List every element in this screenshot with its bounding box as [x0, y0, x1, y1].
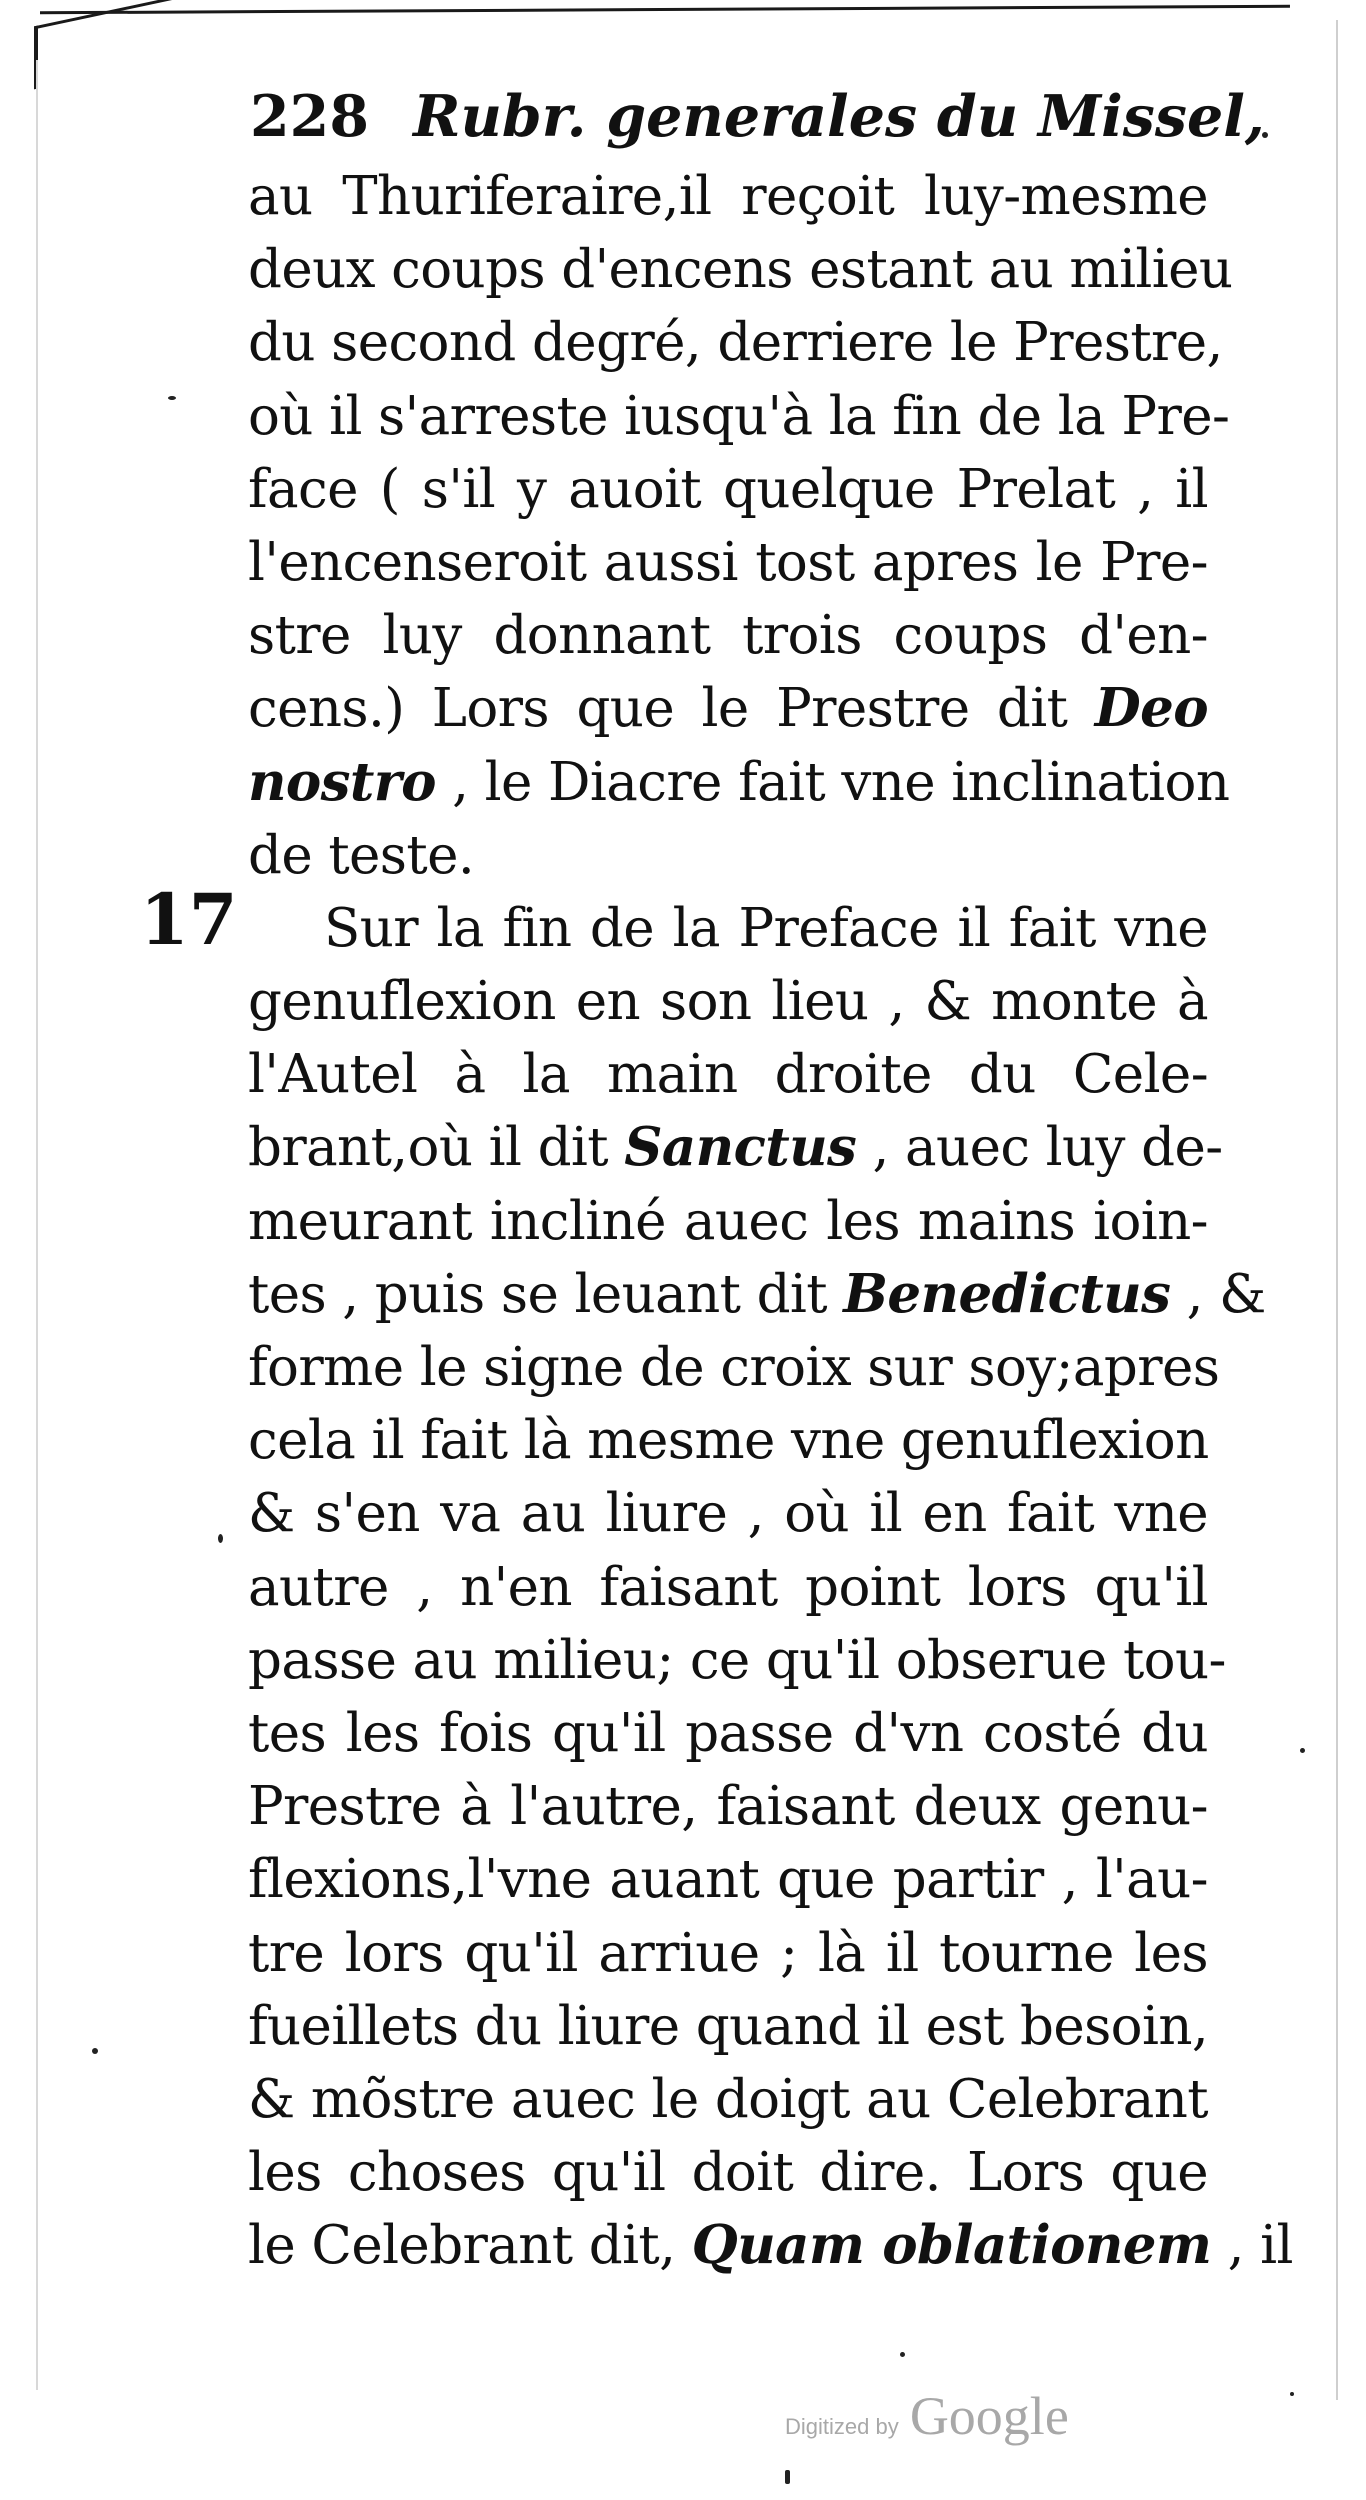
- text-line: du second degré, derriere le Prestre,: [248, 312, 1223, 374]
- text-line: & s'en va au liure , où il en fait vne: [248, 1483, 1208, 1545]
- text-line: de teste.: [248, 824, 475, 886]
- text-line: les choses qu'il doit dire. Lors que: [248, 2142, 1208, 2204]
- text-line: [248, 1258, 1266, 1331]
- text-line: au Thuriferaire,il reçoit luy-mesme: [248, 166, 1208, 227]
- italic-word: Benedictus: [843, 1262, 1171, 1325]
- text-line: l'encenseroit aussi tost apres le Pre-: [248, 531, 1208, 593]
- text-segment: , &: [1186, 1263, 1266, 1325]
- text-segment: brant,où il dit: [248, 1117, 608, 1179]
- text-line: [248, 2209, 1293, 2282]
- ink-speck: [900, 2352, 905, 2357]
- digitized-watermark: [785, 2385, 1069, 2447]
- text-line: fueillets du liure quand il est besoin,: [248, 1995, 1209, 2057]
- paragraph-first-line: Sur la fin de la Preface il fait vne: [324, 897, 1208, 959]
- text-line: [248, 746, 1230, 819]
- italic-word: Quam oblationem: [691, 2214, 1212, 2277]
- ink-speck: [168, 396, 176, 400]
- ink-speck: [1290, 2392, 1294, 2396]
- paragraph-number: 17: [140, 878, 238, 961]
- italic-word: Sanctus: [624, 1116, 857, 1179]
- text-segment: , auec luy de-: [872, 1117, 1223, 1179]
- text-line: [248, 672, 1208, 745]
- text-line: autre , n'en faisant point lors qu'il: [248, 1556, 1208, 1618]
- scan-right-edge: [1336, 20, 1338, 2400]
- text-line: deux coups d'encens estant au milieu: [248, 239, 1233, 301]
- text-line: flexions,l'vne auant que partir , l'au-: [248, 1849, 1208, 1911]
- text-line: passe au milieu; ce qu'il obserue tou-: [248, 1629, 1226, 1691]
- text-line: Prestre à l'autre, faisant deux genu-: [248, 1776, 1208, 1838]
- text-line: genuflexion en son lieu , & monte à: [248, 971, 1208, 1033]
- text-line: [248, 1111, 1223, 1184]
- scan-top-edge: [40, 5, 1290, 21]
- text-line: face ( s'il y auoit quelque Prelat , il: [248, 458, 1208, 520]
- text-segment: le Celebrant dit,: [248, 2215, 676, 2277]
- scan-left-edge: [36, 60, 38, 2390]
- text-segment: , il: [1227, 2215, 1293, 2277]
- italic-word: Deo: [1094, 677, 1209, 740]
- body-text: [248, 160, 1293, 2282]
- google-logo-text: Google: [909, 2386, 1069, 2446]
- page-number: 228: [250, 83, 369, 150]
- ink-speck: [1300, 1748, 1305, 1753]
- text-line: où il s'arreste iusqu'à la fin de la Pre-: [248, 385, 1230, 447]
- text-line: stre luy donnant trois coups d'en-: [248, 605, 1208, 667]
- text-line: forme le signe de croix sur soy;apres: [248, 1337, 1220, 1398]
- text-line: & mõstre auec le doigt au Celebrant: [248, 2068, 1208, 2130]
- text-line: tre lors qu'il arriue ; là il tourne les: [248, 1922, 1208, 1984]
- text-segment: , le Diacre fait vne inclination: [452, 751, 1230, 813]
- watermark-prefix: Digitized by: [785, 2414, 899, 2439]
- italic-word: nostro: [248, 750, 436, 813]
- text-line: meurant incliné auec les mains ioin-: [248, 1190, 1208, 1252]
- ink-speck: [92, 2048, 98, 2054]
- running-title: Rubr. generales du Missel,: [413, 83, 1265, 150]
- text-segment: tes , puis se leuant dit: [248, 1263, 827, 1325]
- text-line: l'Autel à la main droite du Cele-: [248, 1044, 1208, 1106]
- text-segment: cens.) Lors que le Prestre dit: [248, 678, 1068, 740]
- ink-speck: [218, 1534, 223, 1543]
- text-line: tes les fois qu'il passe d'vn costé du: [248, 1702, 1208, 1764]
- ink-speck: [785, 2470, 790, 2484]
- text-line: cela il fait là mesme vne genuflexion: [248, 1410, 1209, 1472]
- page-header: [250, 83, 1265, 150]
